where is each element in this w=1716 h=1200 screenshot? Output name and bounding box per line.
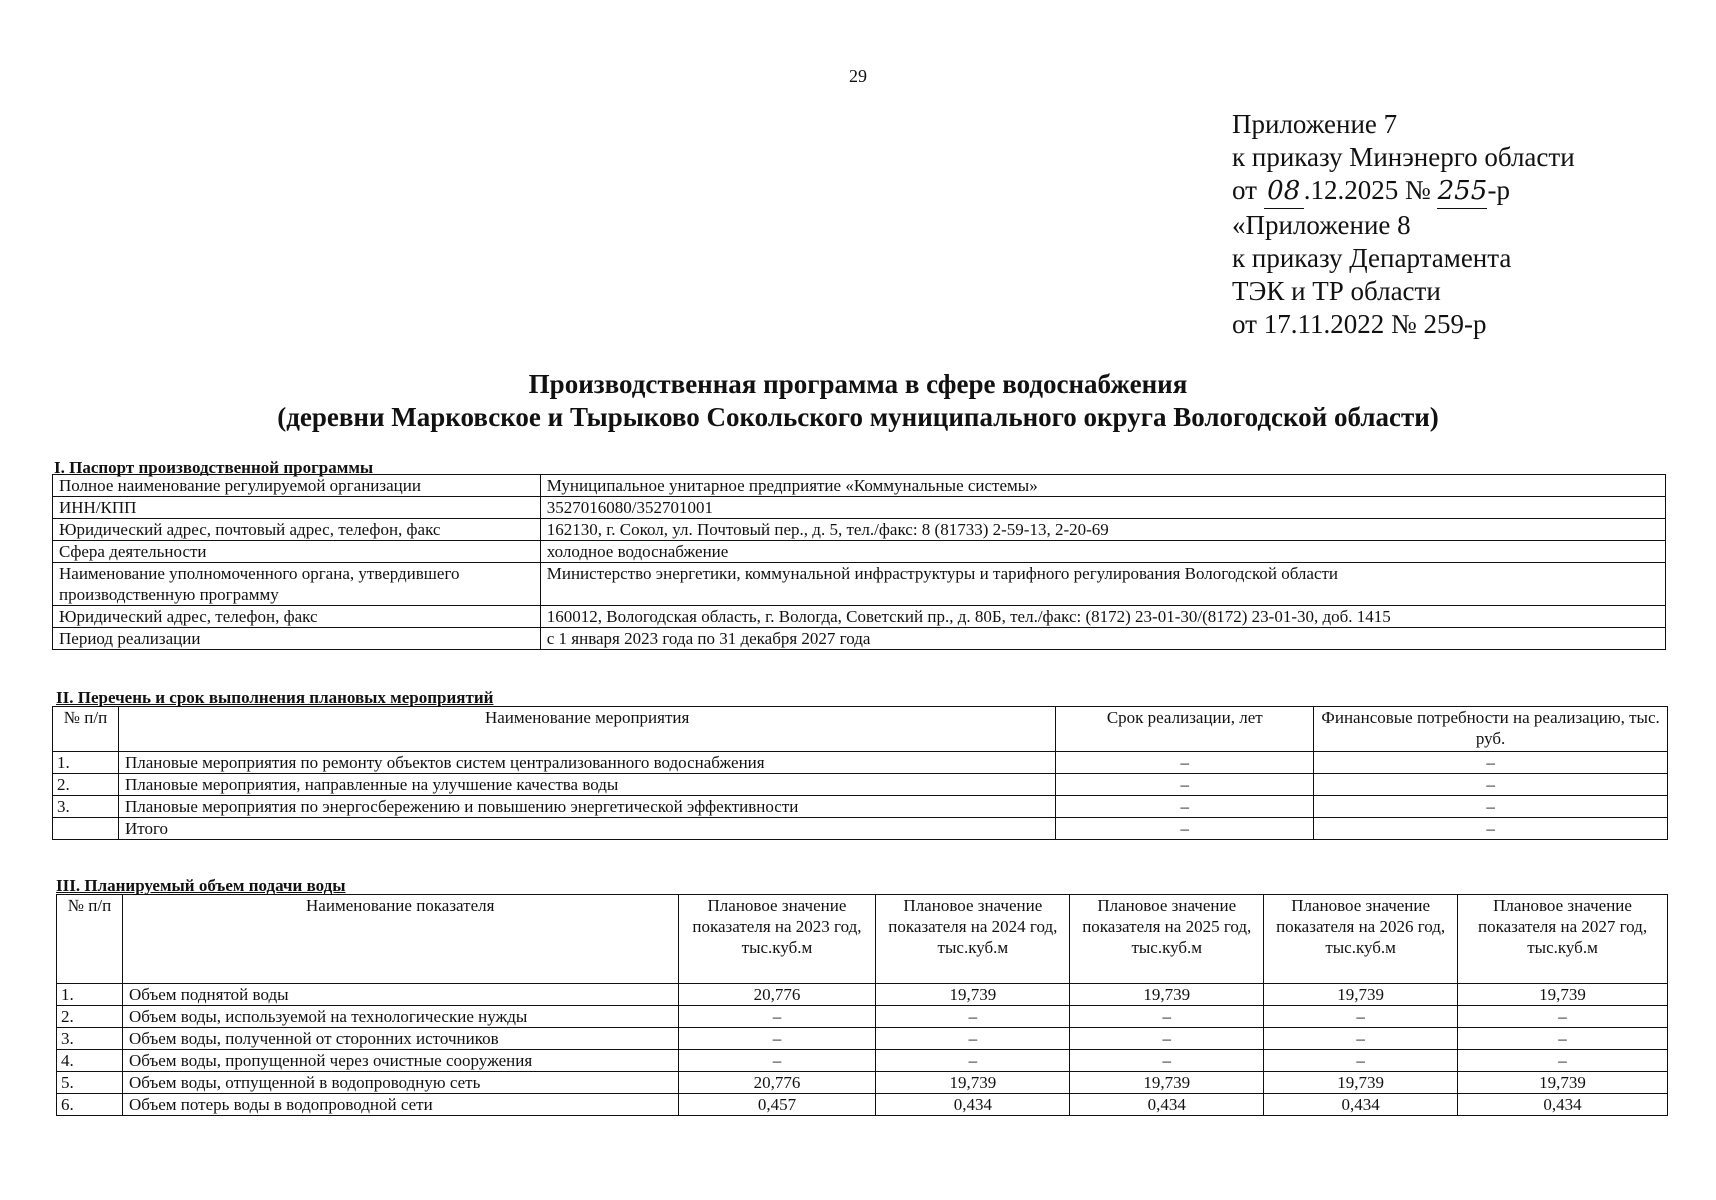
table-row	[53, 519, 1666, 541]
value-cell: –	[1458, 1050, 1668, 1072]
value-cell: –	[876, 1028, 1070, 1050]
appendix-line: к приказу Департамента	[1232, 243, 1512, 273]
row-finance: –	[1314, 796, 1668, 818]
appendix-suffix: -р	[1487, 175, 1510, 205]
header-term: Срок реализации, лет	[1056, 707, 1314, 752]
appendix-line: «Приложение 8	[1232, 210, 1411, 240]
value-cell: 19,739	[1264, 984, 1458, 1006]
value-cell: –	[678, 1006, 876, 1028]
row-num: 4.	[57, 1050, 123, 1072]
value-cell: –	[678, 1028, 876, 1050]
table-row	[53, 796, 1668, 818]
table-row	[57, 1072, 1668, 1094]
value-cell: –	[1458, 1028, 1668, 1050]
header-num: № п/п	[57, 895, 123, 984]
title-line-1: Производственная программа в сфере водоснабжения	[528, 369, 1188, 399]
row-num: 5.	[57, 1072, 123, 1094]
row-num: 3.	[53, 796, 119, 818]
row-num: 2.	[57, 1006, 123, 1028]
page-number: 29	[849, 66, 867, 86]
table-row	[53, 497, 1666, 519]
row-term: –	[1056, 818, 1314, 840]
value-cell: 20,776	[678, 984, 876, 1006]
row-name: Объем воды, отпущенной в водопроводную сеть	[122, 1072, 678, 1094]
row-num: 1.	[57, 984, 123, 1006]
table-row	[57, 1094, 1668, 1116]
section-3-heading: III. Планируемый объем подачи воды	[56, 876, 346, 895]
value-cell: –	[1070, 1028, 1264, 1050]
row-term: –	[1056, 774, 1314, 796]
row-name: Итого	[118, 818, 1055, 840]
appendix-line: ТЭК и ТР области	[1232, 276, 1441, 306]
table-row	[57, 1028, 1668, 1050]
table-row	[53, 752, 1668, 774]
row-name: Плановые мероприятия по ремонту объектов систем централизованного водоснабжения	[118, 752, 1055, 774]
table-row	[53, 606, 1666, 628]
header-year-2025: Плановое значение показателя на 2025 год, тыс.куб.м	[1070, 895, 1264, 984]
section-1-heading: I. Паспорт производственной программы	[54, 458, 374, 477]
row-term: –	[1056, 796, 1314, 818]
appendix-block	[1232, 108, 1575, 341]
handwritten-day: 08	[1264, 175, 1304, 209]
row-num: 3.	[57, 1028, 123, 1050]
value-cell: –	[1264, 1028, 1458, 1050]
header-num: № п/п	[53, 707, 119, 752]
appendix-mid: .12.2025 №	[1303, 175, 1431, 205]
header-year-2027: Плановое значение показателя на 2027 год, тыс.куб.м	[1458, 895, 1668, 984]
row-name: Объем воды, пропущенной через очистные сооружения	[122, 1050, 678, 1072]
row-finance: –	[1314, 818, 1668, 840]
passport-label: Юридический адрес, телефон, факс	[53, 606, 541, 628]
appendix-line: от 17.11.2022 № 259-р	[1232, 309, 1487, 339]
appendix-line: к приказу Минэнерго области	[1232, 142, 1575, 172]
header-name: Наименование мероприятия	[118, 707, 1055, 752]
row-name: Объем воды, используемой на технологические нужды	[122, 1006, 678, 1028]
table-row	[57, 1006, 1668, 1028]
table-header-row	[57, 895, 1668, 984]
row-num: 6.	[57, 1094, 123, 1116]
value-cell: –	[1458, 1006, 1668, 1028]
value-cell: –	[1070, 1006, 1264, 1028]
value-cell: 19,739	[1070, 1072, 1264, 1094]
handwritten-order-number: 255	[1437, 175, 1487, 209]
measures-table	[52, 706, 1668, 840]
appendix-prefix: от	[1232, 175, 1257, 205]
appendix-date-line	[1232, 174, 1575, 209]
appendix-line: Приложение 7	[1232, 109, 1398, 139]
value-cell: –	[678, 1050, 876, 1072]
table-row	[53, 563, 1666, 606]
passport-label: ИНН/КПП	[53, 497, 541, 519]
value-cell: –	[876, 1050, 1070, 1072]
passport-value: Муниципальное унитарное предприятие «Коммунальные системы»	[540, 475, 1665, 497]
header-finance: Финансовые потребности на реализацию, тыс. руб.	[1314, 707, 1668, 752]
row-name: Плановые мероприятия, направленные на улучшение качества воды	[118, 774, 1055, 796]
row-name: Плановые мероприятия по энергосбережению и повышению энергетической эффективности	[118, 796, 1055, 818]
row-finance: –	[1314, 774, 1668, 796]
row-num: 2.	[53, 774, 119, 796]
value-cell: 19,739	[1458, 1072, 1668, 1094]
value-cell: –	[876, 1006, 1070, 1028]
passport-value: 160012, Вологодская область, г. Вологда, Советский пр., д. 80Б, тел./факс: (8172) 23-01-30/(8172) 23-01-30, доб. 1415	[540, 606, 1665, 628]
table-header-row	[53, 707, 1668, 752]
table-row	[57, 1050, 1668, 1072]
value-cell: 19,739	[876, 984, 1070, 1006]
row-name: Объем поднятой воды	[122, 984, 678, 1006]
table-row	[53, 628, 1666, 650]
row-num: 1.	[53, 752, 119, 774]
passport-value: 162130, г. Сокол, ул. Почтовый пер., д. 5, тел./факс: 8 (81733) 2-59-13, 2-20-69	[540, 519, 1665, 541]
header-name: Наименование показателя	[122, 895, 678, 984]
title-line-2: (деревни Марковское и Тырыково Сокольского муниципального округа Вологодской области)	[277, 402, 1439, 432]
value-cell: –	[1070, 1050, 1264, 1072]
table-row	[57, 984, 1668, 1006]
passport-value: холодное водоснабжение	[540, 541, 1665, 563]
value-cell: 0,457	[678, 1094, 876, 1116]
section-2-heading: II. Перечень и срок выполнения плановых мероприятий	[56, 688, 494, 707]
table-row	[53, 541, 1666, 563]
table-row	[53, 475, 1666, 497]
row-term: –	[1056, 752, 1314, 774]
passport-table	[52, 474, 1666, 650]
header-year-2023: Плановое значение показателя на 2023 год, тыс.куб.м	[678, 895, 876, 984]
table-row	[53, 818, 1668, 840]
row-name: Объем воды, полученной от сторонних источников	[122, 1028, 678, 1050]
passport-label: Наименование уполномоченного органа, утвердившего производственную программу	[53, 563, 541, 606]
value-cell: –	[1264, 1050, 1458, 1072]
passport-value: 3527016080/352701001	[540, 497, 1665, 519]
passport-label: Период реализации	[53, 628, 541, 650]
value-cell: 0,434	[1264, 1094, 1458, 1116]
passport-label: Полное наименование регулируемой организации	[53, 475, 541, 497]
value-cell: 0,434	[1070, 1094, 1264, 1116]
value-cell: 19,739	[1264, 1072, 1458, 1094]
passport-label: Сфера деятельности	[53, 541, 541, 563]
value-cell: 20,776	[678, 1072, 876, 1094]
table-row	[53, 774, 1668, 796]
passport-value: Министерство энергетики, коммунальной инфраструктуры и тарифного регулирования Вологодской области	[540, 563, 1665, 606]
header-year-2024: Плановое значение показателя на 2024 год, тыс.куб.м	[876, 895, 1070, 984]
value-cell: 19,739	[1070, 984, 1264, 1006]
value-cell: 0,434	[876, 1094, 1070, 1116]
value-cell: 19,739	[1458, 984, 1668, 1006]
header-year-2026: Плановое значение показателя на 2026 год, тыс.куб.м	[1264, 895, 1458, 984]
passport-value: с 1 января 2023 года по 31 декабря 2027 года	[540, 628, 1665, 650]
document-title	[0, 368, 1716, 434]
passport-label: Юридический адрес, почтовый адрес, телефон, факс	[53, 519, 541, 541]
row-name: Объем потерь воды в водопроводной сети	[122, 1094, 678, 1116]
value-cell: 0,434	[1458, 1094, 1668, 1116]
water-volume-table	[56, 894, 1668, 1116]
value-cell: –	[1264, 1006, 1458, 1028]
row-finance: –	[1314, 752, 1668, 774]
value-cell: 19,739	[876, 1072, 1070, 1094]
row-num	[53, 818, 119, 840]
